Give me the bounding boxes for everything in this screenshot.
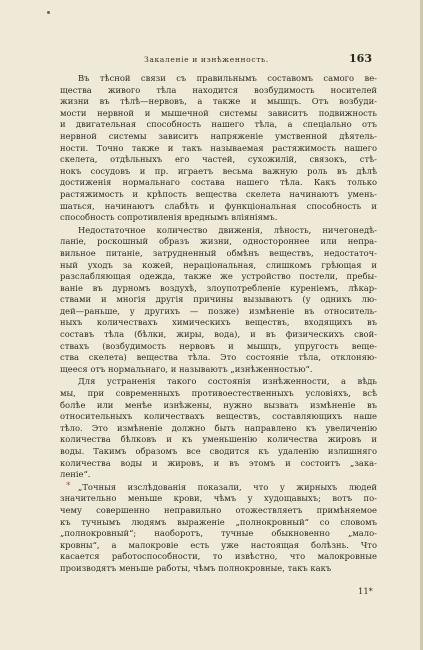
text-line: Въ тѣсной связи съ правильнымъ составомъ самого ве- bbox=[78, 73, 377, 83]
text-line: способность сопротивленія вреднымъ вліяніямъ. bbox=[60, 212, 278, 223]
text-line: ланіе, роскошный образъ жизни, одностороннее или непра- bbox=[60, 236, 377, 247]
text-line: растяжимость и крѣпость вещества скелета начинаютъ умень- bbox=[60, 188, 377, 199]
text-line: щества живого тѣла находится возбудимость носителей bbox=[60, 84, 377, 95]
text-line: жизни въ тѣлѣ—нервовъ, а также и мышцъ. Отъ возбуди- bbox=[60, 96, 377, 107]
text-line: производятъ меньше работы, чѣмъ полнокровные, такъ какъ bbox=[60, 562, 332, 573]
text-line: Недостаточное количество движенія, лѣность, ничегонедѣ- bbox=[78, 224, 377, 235]
text-line: болѣе или менѣе изнѣжены, нужно вызвать измѣненіе въ bbox=[60, 399, 377, 410]
body-text bbox=[60, 73, 377, 576]
text-line: касается работоспособности, то извѣстно, что малокровные bbox=[60, 551, 377, 562]
text-line: „Точныя изслѣдованія показали, что у жирныхъ людей bbox=[78, 481, 377, 492]
text-line: ства скелета) вещества тѣла. Это состояніе тѣла, отклоняю- bbox=[60, 352, 377, 363]
text-line: кровны“, а малокровіе есть уже настоящая болѣзнь. Что bbox=[60, 539, 377, 550]
red-asterisk-mark: * bbox=[66, 481, 71, 491]
text-line: разслабляющая одежда, также же устройство постели, пребы- bbox=[60, 271, 377, 282]
text-line: чему совершенно неправильно отожествляетъ примѣняемое bbox=[60, 504, 377, 515]
text-line: количества воды и жировъ, и въ этомъ и состоитъ „зака- bbox=[60, 457, 377, 468]
text-line: нервной системы зависитъ напряженіе умственной дѣятель- bbox=[60, 130, 377, 141]
text-line: дей—раньше, у другихъ — позже) измѣненіе въ относитель- bbox=[60, 305, 377, 316]
page-number: 163 bbox=[349, 52, 372, 65]
text-line: шаться, начинаютъ слабѣть и функціональная способность и bbox=[60, 200, 377, 211]
text-line: тѣло. Это измѣненіе должно быть направлено къ увеличенію bbox=[60, 422, 377, 433]
text-line: къ тучнымъ людямъ выраженіе „полнокровный“ со словомъ bbox=[60, 516, 377, 527]
text-line: леніе“. bbox=[60, 469, 91, 480]
text-line: ствами и многія другія причины вызываютъ (у однихъ лю- bbox=[60, 294, 377, 305]
running-title: Закаленіе и изнѣженность. bbox=[144, 55, 269, 64]
text-line: „полнокровный“; наоборотъ, тучные обыкновенно „мало- bbox=[60, 528, 377, 539]
text-line: и двигательная способность нашего тѣла, а спеціально отъ bbox=[60, 119, 377, 130]
text-line: ствахъ (возбудимость нервовъ и мышцъ, упругость веще- bbox=[60, 340, 377, 351]
text-line: значительно меньше крови, чѣмъ у худощавыхъ; вотъ по- bbox=[60, 493, 377, 504]
text-line: мы, при современныхъ противоестественныхъ условіяхъ, всѣ bbox=[60, 388, 377, 399]
text-line: вильное питаніе, затрудненный обмѣнъ веществъ, недостаточ- bbox=[60, 247, 377, 258]
printer-signature-mark: 11* bbox=[358, 586, 373, 596]
paragraph bbox=[60, 73, 377, 224]
text-line: составъ тѣла (бѣлки, жиры, вода), и въ физическихъ свой- bbox=[60, 329, 377, 340]
paragraph bbox=[60, 225, 377, 376]
text-line: относительныхъ количествахъ веществъ, составляющихъ наше bbox=[60, 411, 377, 422]
text-line: мости нервной и мышечной системы зависитъ подвижность bbox=[60, 107, 377, 118]
ink-spot bbox=[47, 11, 50, 14]
text-line: нокъ сосудовъ и пр. играетъ весьма важную роль въ дѣлѣ bbox=[60, 165, 377, 176]
page-header bbox=[64, 53, 376, 69]
text-line: скелета, отдѣльныхъ его частей, сухожилій, связокъ, стѣ- bbox=[60, 154, 377, 165]
text-line: щееся отъ нормальнаго, и называютъ „изнѣженностью“. bbox=[60, 363, 313, 374]
text-line: ныхъ количествахъ химическихъ веществъ, входящихъ въ bbox=[60, 317, 377, 328]
paragraph bbox=[60, 376, 377, 480]
text-line: ности. Точно также и такъ называемая растяжимость нашего bbox=[60, 142, 377, 153]
text-line: количества бѣлковъ и къ уменьшенію количества жировъ и bbox=[60, 434, 377, 445]
paragraph bbox=[60, 482, 377, 575]
text-line: ваніе въ дурномъ воздухѣ, злоупотребленіе куреніемъ, лѣкар- bbox=[60, 282, 377, 293]
text-line: ный уходъ за кожей, нераціональная, слишкомъ грѣющая и bbox=[60, 259, 377, 270]
text-line: воды. Такимъ образомъ все сводится къ удаленію излишняго bbox=[60, 446, 377, 456]
text-line: достиженія нормальнаго состава нашего тѣла. Какъ только bbox=[60, 177, 377, 188]
text-line: Для устраненія такого состоянія изнѣженности, а вѣдь bbox=[78, 376, 377, 387]
